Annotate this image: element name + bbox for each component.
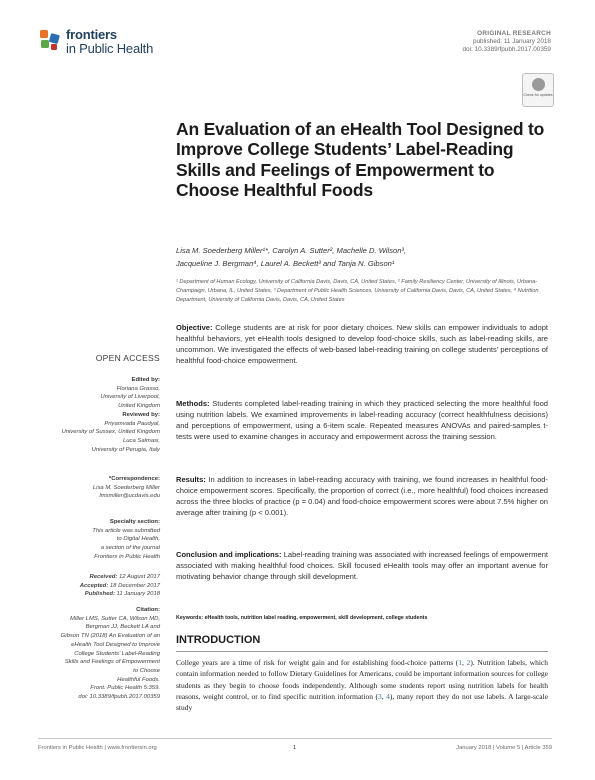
citation-line: Front. Public Health 5:359. — [90, 685, 160, 692]
citation-line: Bergman JJ, Beckett LA and — [85, 624, 160, 631]
reviewer-line: University of Sussex, United Kingdom — [61, 429, 160, 436]
conclusion-text: Label-reading training was associated with increased feelings of empowerment associated with making healthful food choices. Skill focused eHealth tools may offer an important avenue for motivating behavior change through skill development. — [176, 550, 548, 582]
citation-line: Healthful Foods. — [117, 676, 160, 683]
results-label: Results: — [176, 475, 206, 484]
editor-line: University of Liverpool, — [100, 394, 160, 401]
citation-doi[interactable]: doi: 10.3389/fpubh.2017.00359 — [78, 694, 160, 701]
specialty-section — [40, 518, 160, 562]
citation-line: College Students’ Label-Reading — [74, 650, 160, 657]
journal-logo[interactable] — [38, 26, 178, 62]
authors-line-2: Jacqueline J. Bergman⁴, Laurel A. Beckett³ and Tanja N. Gibson¹ — [176, 258, 395, 268]
reviewed-by-label: Reviewed by: — [122, 412, 160, 418]
citation-line: eHealth Tool Designed to Improve — [71, 641, 160, 648]
edited-by-section — [40, 376, 160, 411]
badge-label: Check for updates — [523, 93, 553, 97]
reviewer-line: University of Perugia, Italy — [91, 446, 160, 453]
published-date: 11 January 2018 — [116, 591, 160, 598]
doi-link[interactable]: doi: 10.3389/fpubh.2017.00359 — [462, 46, 551, 53]
keywords — [176, 615, 548, 621]
dates-section — [40, 573, 160, 599]
footer-divider — [38, 738, 552, 739]
corresponding-author: Lisa M. Soederberg Miller — [92, 484, 160, 491]
affiliations: ¹ Department of Human Ecology, University of California Davis, Davis, CA, United States, ² Family Resiliency Center, University of Illinois, Urbana-Champaign, Urbana, IL, United States, ³ Department of Public Health Sciences, University of California Davis, Davis, CA, United States, ⁴ Nutrition Department, University of California Davis, Davis, CA, United States — [176, 279, 539, 303]
specialty-line: Frontiers in Public Health — [94, 553, 160, 560]
editor-line: Floriana Grasso, — [116, 385, 160, 392]
abstract-objective — [176, 322, 548, 367]
section-heading-introduction: INTRODUCTION — [176, 634, 261, 646]
keywords-text: eHealth tools, nutrition label reading, empowerment, skill development, college students — [204, 615, 428, 621]
frontiers-logo-icon — [38, 28, 62, 52]
conclusion-label: Conclusion and implications: — [176, 550, 282, 559]
intro-text-run: ), many report they do not use labels. A large-scale study — [176, 691, 549, 713]
article-meta — [463, 30, 552, 54]
received-date: 12 August 2017 — [118, 574, 160, 580]
reviewer-line: Priyamvada Paudyal, — [104, 420, 160, 427]
published-date: published: 11 January 2018 — [472, 38, 551, 45]
article-title: An Evaluation of an eHealth Tool Designed to Improve College Students’ Label-Reading Skills and Feelings of Empowerment to Choose Healthful Foods — [176, 119, 545, 201]
objective-text: College students are at risk for poor dietary choices. New skills can empower individuals to adopt healthful behaviors, yet eHealth tools designed to develop food-choice skills, such as label-reading skills, are uncommon. We investigated the effects of web-based label-reading training on college students’ perceptions of healthful food-choice empowerment. — [176, 323, 548, 366]
accepted-date: 18 December 2017 — [109, 582, 160, 589]
intro-text-run: College years are a time of risk for weight gain and for establishing food-choice patterns ( — [176, 658, 459, 667]
results-text: In addition to increases in label-reading accuracy with training, we found increases in healthful food-choice empowerment scores. Specifically, the proportion of correct (i.e., more healthful) food choices increased across the three blocks of practice (p = 0.04) and food-choice empowerment scores were about 7.5% higher on average after training (p < 0.001). — [176, 475, 548, 518]
author-list — [176, 245, 546, 271]
editor-line: United Kingdom — [118, 403, 160, 410]
accepted-label: Accepted: — [79, 582, 109, 589]
published-label: Published: — [84, 591, 115, 598]
keywords-label: Keywords: — [176, 615, 204, 621]
objective-label: Objective: — [176, 323, 213, 332]
specialty-line: This article was submitted — [92, 527, 160, 534]
reference-link[interactable]: 3 — [377, 691, 382, 701]
citation-line: Gibson TN (2018) An Evaluation of an — [60, 633, 160, 640]
open-access-label: OPEN ACCESS — [95, 353, 160, 363]
corresponding-email[interactable]: lmsmiller@ucdavis.edu — [99, 493, 160, 500]
section-divider — [176, 651, 548, 652]
specialty-line: a section of the journal — [100, 545, 160, 552]
correspondence-section — [40, 475, 160, 501]
specialty-line: to Digital Health, — [116, 536, 160, 543]
introduction-paragraph — [176, 657, 548, 713]
intro-text-run: , — [381, 691, 387, 701]
abstract-methods — [176, 398, 548, 443]
citation-section — [40, 606, 160, 702]
received-label: Received: — [89, 574, 118, 580]
article-type: ORIGINAL RESEARCH — [477, 30, 551, 37]
citation-line: Miller LMS, Sutter CA, Wilson MD, — [70, 615, 160, 622]
logo-journal-name: in Public Health — [66, 41, 154, 56]
methods-label: Methods: — [176, 399, 210, 408]
citation-line: Skills and Feelings of Empowerment — [64, 659, 160, 666]
logo-wordmark: frontiers — [66, 27, 117, 42]
citation-line: to Choose — [133, 667, 160, 674]
authors-line-1: Lisa M. Soederberg Miller¹*, Carolyn A. Sutter², Machelle D. Wilson³, — [176, 246, 407, 255]
footer-journal[interactable]: Frontiers in Public Health | www.frontiersin.org — [38, 745, 157, 751]
footer-issue: January 2018 | Volume 5 | Article 359 — [456, 745, 552, 751]
methods-text: Students completed label-reading training in which they practiced selecting the more healthful food using nutrition labels. We examined improvements in label-reading accuracy (correct healthfulness decisions) and perceptions of empowerment, using a 6-item scale. Repeated measures ANOVAs and paired-samples t-tests were used to examine changes in accuracy and empowerment across the training session. — [176, 399, 548, 442]
reference-link[interactable]: 1 — [458, 658, 463, 667]
citation-label: Citation: — [136, 607, 160, 613]
reference-link[interactable]: 4 — [386, 691, 390, 701]
abstract-conclusion — [176, 549, 548, 582]
correspondence-label: *Correspondence: — [108, 476, 160, 482]
abstract-results — [176, 474, 548, 519]
intro-text-run: , — [462, 658, 467, 667]
reference-link[interactable]: 2 — [466, 658, 471, 667]
intro-text-run: ). Nutrition labels, which contain information needed to follow Dietary Guidelines for Americans, could be important information sources for college students as they begin to choose foods independently. Although some students report using nutrition labels for health reasons, weight control, or to find specific nutrition information ( — [176, 658, 548, 701]
page-number: 1 — [293, 745, 297, 751]
reviewer-line: Luca Salmasi, — [123, 438, 160, 445]
specialty-label: Specialty section: — [109, 519, 160, 525]
update-check-icon — [532, 78, 545, 91]
check-for-updates-badge[interactable] — [522, 73, 554, 107]
reviewed-by-section — [40, 411, 160, 455]
edited-by-label: Edited by: — [131, 377, 160, 383]
